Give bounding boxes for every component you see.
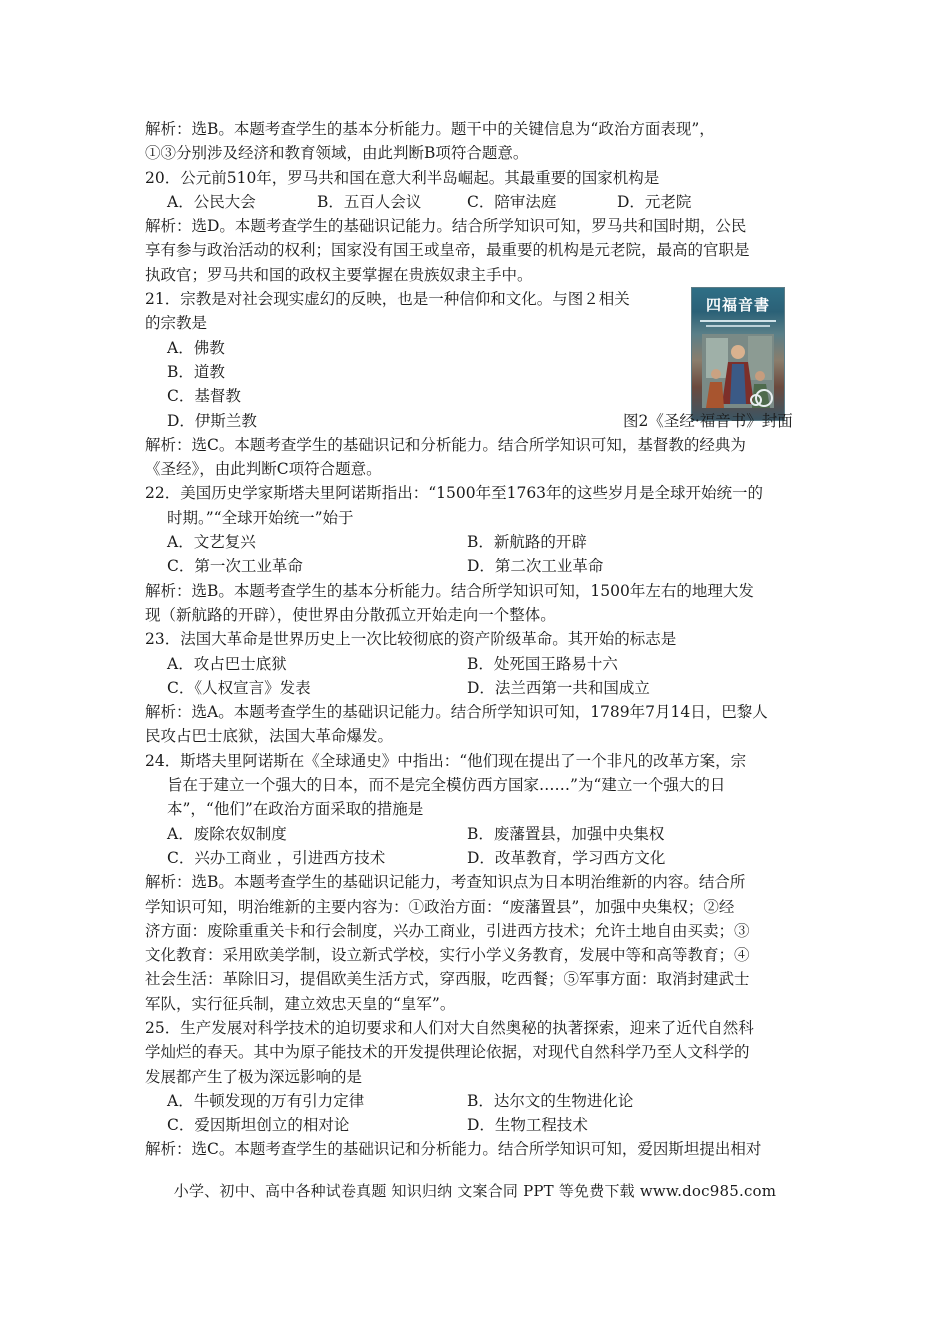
answer-23-line: 解析：选A。本题考查学生的基础识记能力。结合所学知识可知，1789年7月14日，巴黎人	[145, 703, 768, 722]
question-20-options	[145, 190, 810, 214]
answer-24-line: 解析：选B。本题考查学生的基础识记能力，考查知识点为日本明治维新的内容。结合所	[145, 873, 746, 892]
option-b: B．五百人会议	[317, 192, 422, 211]
question-25: 学灿烂的春天。其中为原子能技术的开发提供理论依据，对现代自然科学乃至人文科学的	[145, 1043, 750, 1062]
answer-20-line: 执政官；罗马共和国的政权主要掌握在贵族奴隶主手中。	[145, 265, 533, 284]
question-21: 21．宗教是对社会现实虚幻的反映，也是一种信仰和文化。与图２相关	[145, 290, 630, 309]
answer-24-line: 文化教育：采用欧美学制，设立新式学校，实行小学义务教育，发展中等和高等教育；④	[145, 946, 750, 965]
question-24: 旨在于建立一个强大的日本，而不是完全模仿西方国家……”为“建立一个强大的日	[167, 776, 726, 795]
answer-19-line: 解析：选B。本题考查学生的基本分析能力。题干中的关键信息为“政治方面表现”，	[145, 120, 715, 138]
question-25-options	[145, 1089, 810, 1113]
option-d: D．法兰西第一共和国成立	[467, 678, 650, 697]
question-21: 的宗教是	[145, 314, 208, 333]
option-a: A．文艺复兴	[167, 533, 256, 552]
question-22: 时期。”“全球开始统一”始于	[167, 508, 354, 527]
option-b: B．废藩置县，加强中央集权	[467, 824, 665, 843]
question-24: 24．斯塔夫里阿诺斯在《全球通史》中指出：“他们现在提出了一个非凡的改革方案，宗	[145, 751, 747, 770]
answer-22-line: 解析：选B。本题考查学生的基本分析能力。结合所学知识可知，1500年左右的地理大发	[145, 581, 754, 600]
question-23-options	[145, 676, 810, 700]
figure-caption: 图2《圣经·福音书》封面	[623, 411, 793, 430]
answer-21-line: 《圣经》，由此判断C项符合题意。	[145, 460, 382, 479]
question-21-block	[145, 287, 810, 433]
question-25: 发展都产生了极为深远影响的是	[145, 1067, 363, 1086]
question-23: 23．法国大革命是世界历史上一次比较彻底的资产阶级革命。其开始的标志是	[145, 630, 677, 649]
option-c: C．基督教	[167, 387, 241, 406]
option-d: D．第二次工业革命	[467, 557, 604, 576]
option-d: D．元老院	[617, 192, 692, 211]
answer-24-line: 社会生活：革除旧习，提倡欧美生活方式，穿西服，吃西餐；⑤军事方面：取消封建武士	[145, 970, 750, 989]
answer-25-line: 解析：选C。本题考查学生的基础识记和分析能力。结合所学知识可知，爱因斯坦提出相对	[145, 1140, 762, 1159]
option-b: B．新航路的开辟	[467, 533, 587, 552]
answer-24-line: 学知识可知，明治维新的主要内容为：①政治方面：“废藩置县”，加强中央集权；②经	[145, 897, 735, 916]
option-a: A．公民大会	[167, 192, 256, 211]
answer-20-line: 解析：选D。本题考查学生的基础识记能力。结合所学知识可知，罗马共和国时期，公民	[145, 217, 747, 236]
option-b: B．处死国王路易十六	[467, 654, 618, 673]
question-24-options	[145, 822, 810, 846]
answer-24-line: 济方面：废除重重关卡和行会制度，兴办工商业，引进西方技术；允许土地自由买卖；③	[145, 921, 750, 940]
page-footer: 小学、初中、高中各种试卷真题 知识归纳 文案合同 PPT 等免费下载 www.doc985.com	[173, 1182, 777, 1200]
option-a: A．牛顿发现的万有引力定律	[167, 1091, 365, 1110]
option-a: A．废除农奴制度	[167, 824, 287, 843]
question-25-options	[145, 1113, 810, 1137]
answer-20-line: 享有参与政治活动的权利；国家没有国王或皇帝，最重要的机构是元老院，最高的官职是	[145, 241, 750, 260]
option-c: C．《人权宣言》发表	[167, 678, 311, 697]
book-cover-subtitle-line	[706, 325, 770, 327]
option-c: C．爱因斯坦创立的相对论	[167, 1116, 350, 1135]
option-c: C．第一次工业革命	[167, 557, 303, 576]
answer-19-line: ①③分别涉及经济和教育领域，由此判断B项符合题意。	[145, 144, 529, 163]
question-22-options	[145, 554, 810, 578]
option-c: C．陪审法庭	[467, 192, 557, 211]
answer-24-line: 军队，实行征兵制，建立效忠天皇的“皇军”。	[145, 994, 456, 1013]
answer-22-line: 现（新航路的开辟），使世界由分散孤立开始走向一个整体。	[145, 605, 556, 624]
question-22: 22．美国历史学家斯塔夫里阿诺斯指出：“1500年至1763年的这些岁月是全球开始统一的	[145, 484, 764, 503]
option-b: B．道教	[167, 362, 225, 381]
option-a: A．佛教	[167, 338, 225, 357]
book-cover-title: 四福音書	[705, 296, 770, 315]
option-a: A．攻占巴士底狱	[167, 654, 287, 673]
option-d: D．生物工程技术	[467, 1116, 588, 1135]
option-d: D．改革教育，学习西方文化	[467, 848, 666, 867]
answer-21-line: 解析：选C。本题考查学生的基础识记和分析能力。结合所学知识可知，基督教的经典为	[145, 435, 746, 454]
question-24: 本”，“他们”在政治方面采取的措施是	[167, 800, 424, 819]
option-d: D．伊斯兰教	[167, 411, 257, 430]
question-24-options	[145, 846, 810, 870]
document-body	[145, 117, 810, 1162]
question-25: 25．生产发展对科学技术的迫切要求和人们对大自然奥秘的执著探索，迎来了近代自然科	[145, 1018, 754, 1037]
answer-23-line: 民攻占巴士底狱，法国大革命爆发。	[145, 727, 394, 746]
question-22-options	[145, 530, 810, 554]
book-cover-subtitle-line	[700, 320, 776, 322]
option-c: C．兴办工商业 ，引进西方技术	[167, 848, 386, 867]
question-20: 20．公元前510年，罗马共和国在意大利半岛崛起。其最重要的国家机构是	[145, 168, 660, 187]
option-b: B．达尔文的生物进化论	[467, 1091, 634, 1110]
book-cover-image	[691, 287, 785, 421]
book-cover-illustration	[702, 334, 774, 408]
question-23-options	[145, 652, 810, 676]
